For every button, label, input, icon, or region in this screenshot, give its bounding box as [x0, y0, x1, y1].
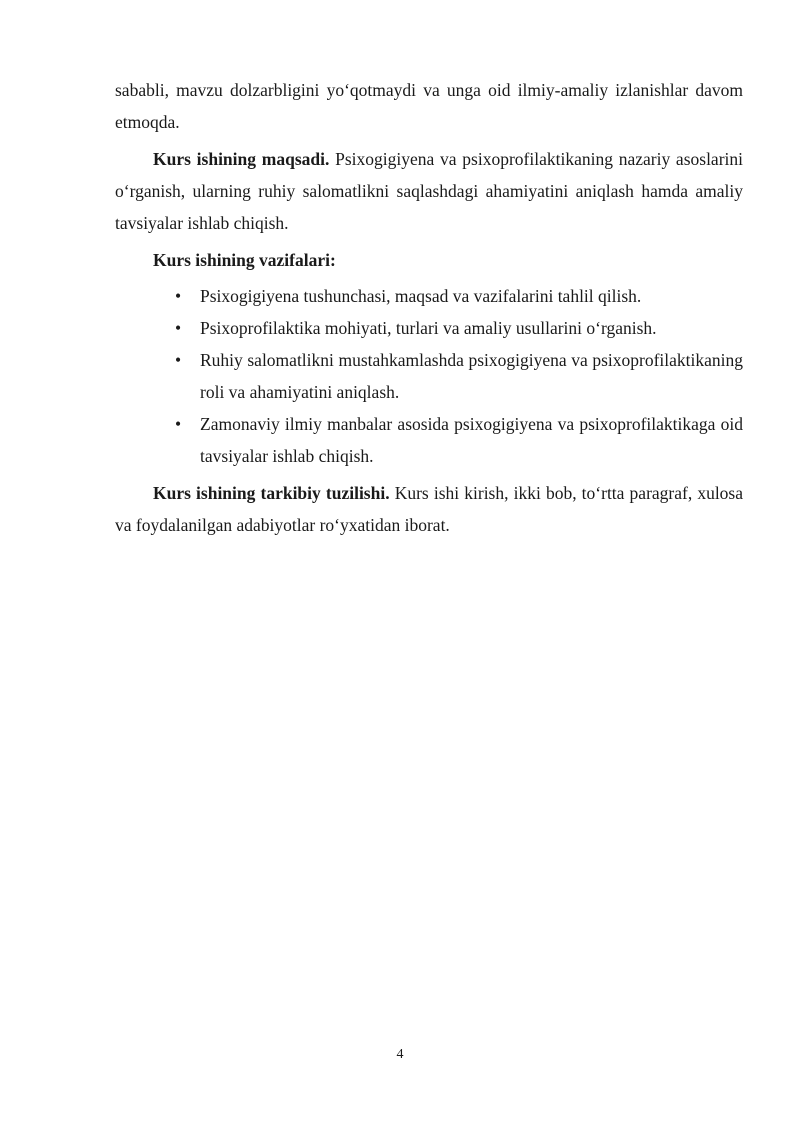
goal-paragraph — [115, 143, 743, 239]
document-page — [115, 74, 743, 541]
tasks-heading: Kurs ishining vazifalari: — [153, 250, 336, 270]
tasks-list — [115, 280, 743, 472]
bullet-icon: • — [175, 318, 182, 338]
goal-text: Psixogigiyena va psixoprofilaktikaning nazariy asoslarini o‘rganish, ularning ruhiy salomatlikni saqlashdagi ahamiyatini aniqlash hamda amaliy tavsiyalar ishlab chiqish. — [115, 149, 744, 233]
list-item — [115, 344, 743, 408]
bullet-icon: • — [175, 350, 182, 370]
bullet-icon: • — [175, 414, 182, 434]
tasks-heading-paragraph — [115, 244, 743, 276]
list-item-text: Psixoprofilaktika mohiyati, turlari va amaliy usullarini o‘rganish. — [200, 318, 657, 338]
list-item — [115, 312, 743, 344]
bullet-icon: • — [175, 286, 182, 306]
list-item-text: Psixogigiyena tushunchasi, maqsad va vazifalarini tahlil qilish. — [200, 286, 642, 306]
page-number: 4 — [396, 1047, 404, 1062]
list-item-text: Zamonaviy ilmiy manbalar asosida psixogigiyena va psixoprofilaktikaga oid tavsiyalar ishlab chiqish. — [200, 414, 743, 466]
structure-text: Kurs ishi kirish, ikki bob, to‘rtta paragraf, xulosa va foydalanilgan adabiyotlar ro‘yxatidan iborat. — [115, 483, 744, 535]
list-item-text: Ruhiy salomatlikni mustahkamlashda psixogigiyena va psixoprofilaktikaning roli va ahamiyatini aniqlash. — [200, 350, 743, 402]
goal-heading: Kurs ishining maqsadi. — [153, 149, 330, 169]
structure-paragraph — [115, 477, 743, 541]
structure-heading: Kurs ishining tarkibiy tuzilishi. — [153, 483, 390, 503]
list-item — [115, 280, 743, 312]
list-item — [115, 408, 743, 472]
intro-continuation-paragraph: sababli, mavzu dolzarbligini yo‘qotmaydi va unga oid ilmiy-amaliy izlanishlar davom etmoqda. — [115, 80, 743, 132]
